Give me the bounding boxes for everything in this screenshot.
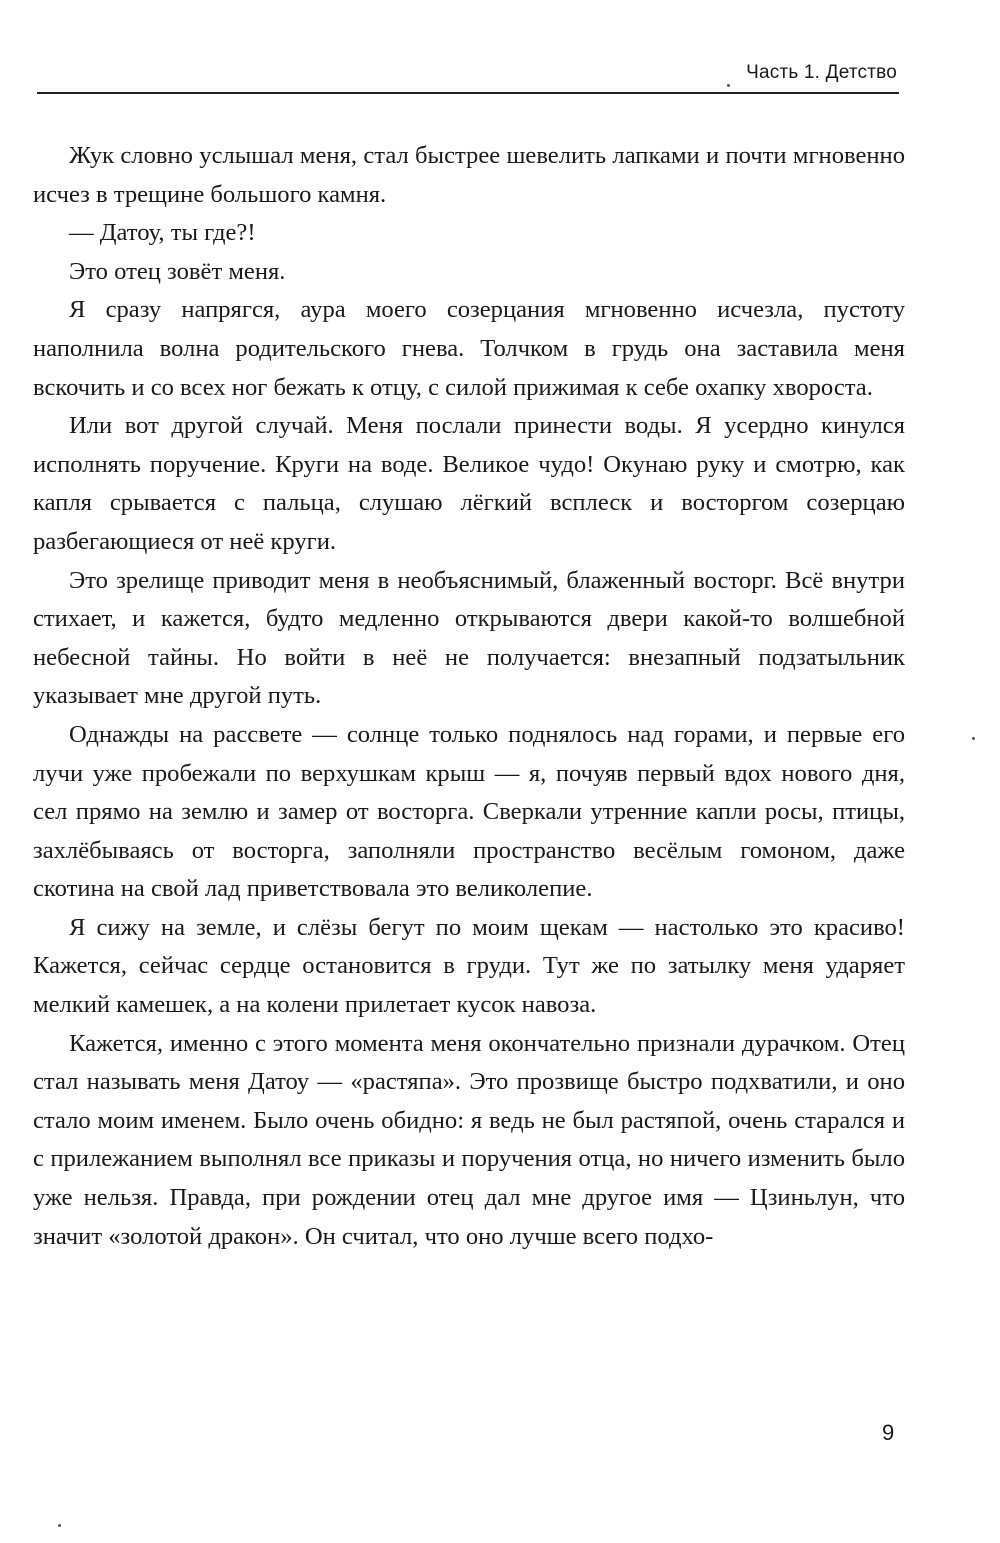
scan-speck xyxy=(972,737,975,740)
paragraph: Или вот другой случай. Меня послали принести воды. Я усердно кинулся исполнять поручение. Круги на воде. Великое чудо! Окунаю руку и смотрю, как капля срывается с пальца, слушаю лёгкий всплеск и восторгом созерцаю разбегающиеся от неё круги. xyxy=(33,412,905,555)
body-text xyxy=(33,137,905,1256)
paragraph: Это зрелище приводит меня в необъяснимый, блаженный восторг. Всё внутри стихает, и кажется, будто медленно открываются двери какой-то волшебной небесной тайны. Но войти в неё не получается: внезапный подзатыльник указывает мне другой путь. xyxy=(33,566,905,710)
scan-speck xyxy=(58,1524,61,1527)
running-title: Часть 1. Детство xyxy=(746,62,897,83)
page-number: 9 xyxy=(882,1420,895,1445)
paragraph: Я сижу на земле, и слёзы бегут по моим щекам — настолько это красиво! Кажется, сейчас сердце остановится в груди. Тут же по затылку меня ударяет мелкий камешек, а на колени прилетает кусок навоза. xyxy=(33,913,905,1019)
page-header xyxy=(37,58,899,94)
scan-speck xyxy=(727,84,730,87)
paragraph: Я сразу напрягся, аура моего созерцания мгновенно исчезла, пустоту наполнила волна родительского гнева. Толчком в грудь она заставила меня вскочить и со всех ног бежать к отцу, с силой прижимая к себе охапку хвороста. xyxy=(33,296,905,401)
paragraph: Однажды на рассвете — солнце только поднялось над горами, и первые его лучи уже пробежали по верхушкам крыш — я, почуяв первый вдох нового дня, сел прямо на землю и замер от восторга. Сверкали утренние капли росы, птицы, захлёбываясь от восторга, заполняли пространство весёлым гомоном, даже скотина на свой лад приветствовала это великолепие. xyxy=(33,720,905,903)
paragraph: Это отец зовёт меня. xyxy=(69,257,286,285)
paragraph: — Датоу, ты где?! xyxy=(69,219,256,247)
paragraph: Кажется, именно с этого момента меня окончательно признали дурачком. Отец стал называть меня Датоу — «растяпа». Это прозвище быстро подхватили, и оно стало моим именем. Было очень обидно: я ведь не был растяпой, очень старался и с прилежанием выполнял все приказы и поручения отца, но ничего изменить было уже нельзя. Правда, при рождении отец дал мне другое имя — Цзиньлун, что значит «золотой дракон». Он считал, что оно лучше всего подхо- xyxy=(33,1029,905,1250)
paragraph: Жук словно услышал меня, стал быстрее шевелить лапками и почти мгновенно исчез в трещине большого камня. xyxy=(33,142,905,208)
